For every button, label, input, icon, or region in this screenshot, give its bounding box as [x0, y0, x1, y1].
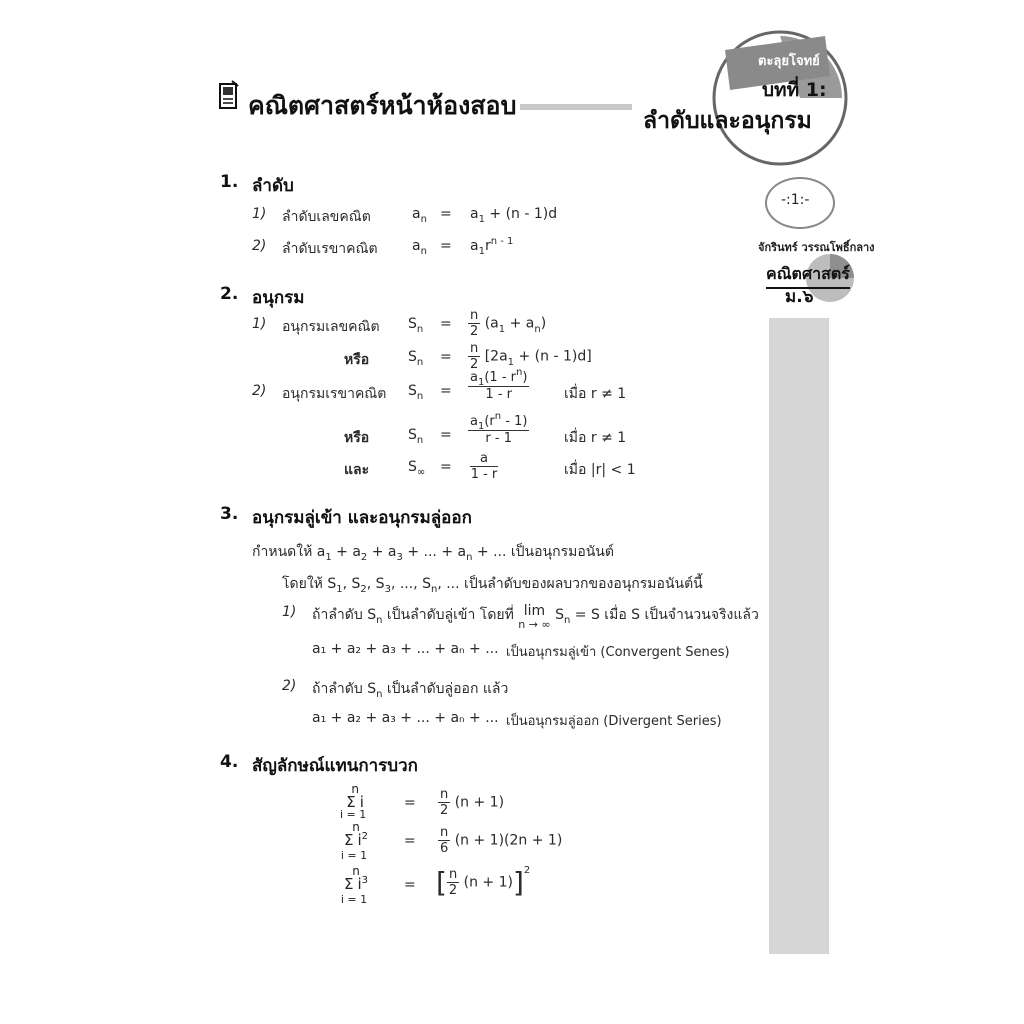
s1-item-2-rhs: $a_1r^{n - 1}$ — [470, 236, 514, 257]
sum-formula-1-lhs: n Σ i i = 1 — [340, 782, 367, 821]
s3-case-1-text: ถ้าลำดับ $S_n$ เป็นลำดับลู่เข้า โดยที่ lim n → ∞ $S_n = S$ เมื่อ S เป็นจำนวนจริงแล้ว — [312, 603, 759, 631]
s3-case-2-text: ถ้าลำดับ $S_n$ เป็นลำดับลู่ออก แล้ว — [312, 681, 509, 700]
s1-item-2-label: ลำดับเรขาคณิต — [282, 241, 378, 257]
s2-item-3-lhs: $S_\infty$ — [408, 459, 426, 478]
s2-item-1-label: อนุกรมเลขคณิต — [282, 319, 380, 335]
s1-item-1-label: ลำดับเลขคณิต — [282, 209, 371, 225]
s1-item-1-lhs: $a_n$ — [412, 206, 427, 225]
s2-item-3-eq: = — [440, 459, 452, 475]
s2-or-label-1: หรือ — [344, 352, 370, 368]
book-icon — [218, 80, 240, 110]
section-3-title: อนุกรมลู่เข้า และอนุกรมลู่ออก — [252, 508, 472, 528]
book-title: คณิตศาสตร์หน้าห้องสอบ — [248, 91, 517, 120]
sum-formula-3-eq: = — [404, 877, 416, 893]
s2-item-2-label: อนุกรมเรขาคณิต — [282, 386, 387, 402]
sum-formula-3-lhs: n Σ $i^3$ i = 1 — [340, 864, 369, 906]
section-4-title: สัญลักษณ์แทนการบวก — [252, 756, 418, 776]
s2-item-2-rhs: $\frac{a_1(1 - r^n)}{1 - r}$ — [470, 367, 528, 402]
s3-case-2-series: a₁ + a₂ + a₃ + ... + aₙ + ... — [312, 710, 499, 726]
s3-partial-sums-line: โดยให้ $S_1$, $S_2$, $S_3$, ..., $S_n$, ... เป็นลำดับของผลบวกของอนุกรมอนันต์นี้ — [282, 576, 703, 595]
side-gray-band — [769, 318, 829, 954]
s3-case-2-number: 2) — [282, 678, 297, 694]
s2-item-2-lhs: $S_n$ — [408, 383, 424, 402]
s2-item-3-condition: เมื่อ |r| < 1 — [564, 462, 636, 478]
sum-formula-2-eq: = — [404, 833, 416, 849]
section-1-title: ลำดับ — [252, 176, 294, 196]
sum-formula-1-rhs: $\frac{n}{2}$ (n + 1) — [439, 787, 505, 818]
s3-case-1-number: 1) — [282, 604, 297, 620]
subject-name: คณิตศาสตร์ — [766, 262, 850, 289]
chapter-title: ลำดับและอนุกรม — [643, 108, 812, 134]
page-number: -:1:- — [781, 192, 810, 208]
section-2-number: 2. — [220, 284, 239, 304]
sum-formula-2-lhs: n Σ $i^2$ i = 1 — [340, 820, 369, 862]
grade-label: ม.๖ — [785, 287, 814, 307]
s3-case-1-series: a₁ + a₂ + a₃ + ... + aₙ + ... — [312, 641, 499, 657]
section-2-title: อนุกรม — [252, 288, 305, 308]
title-rule — [520, 104, 632, 110]
s1-item-2-number: 2) — [252, 238, 267, 254]
sum-formula-3-rhs: [ $\frac{n}{2}$ (n + 1)]$^2$ — [436, 864, 531, 899]
s2-item-2b-rhs: $\frac{a_1(r^n - 1)}{r - 1}$ — [470, 411, 528, 446]
s2-and-label: และ — [344, 462, 370, 478]
sum-formula-2-rhs: $\frac{n}{6}$ (n + 1)(2n + 1) — [439, 825, 563, 856]
s3-case-1-desc: เป็นอนุกรมลู่เข้า (Convergent Senes) — [506, 645, 730, 660]
s3-intro-line: กำหนดให้ $a_1 + a_2 + a_3$ + ... + $a_n$ + ... เป็นอนุกรมอนันต์ — [252, 544, 614, 563]
s2-item-2-number: 2) — [252, 383, 267, 399]
s1-item-1-rhs: $a_1 + (n - 1)d$ — [470, 206, 558, 225]
sum-formula-1-eq: = — [404, 795, 416, 811]
section-4-number: 4. — [220, 752, 239, 772]
s2-item-1-eq: = — [440, 316, 452, 332]
section-3-number: 3. — [220, 504, 239, 524]
s1-item-2-eq: = — [440, 238, 452, 254]
s2-item-2-condition: เมื่อ r ≠ 1 — [564, 386, 627, 402]
s2-item-3-rhs: $\frac{a}{1 - r}$ — [470, 451, 498, 482]
s2-or-label-2: หรือ — [344, 430, 370, 446]
s1-item-1-eq: = — [440, 206, 452, 222]
s2-item-2b-condition: เมื่อ r ≠ 1 — [564, 430, 627, 446]
s2-item-1-lhs: $S_n$ — [408, 316, 424, 335]
chapter-label: บทที่ 1: — [762, 79, 827, 101]
s3-case-2-desc: เป็นอนุกรมลู่ออก (Divergent Series) — [506, 714, 722, 729]
author-name: จักรินทร์ วรรณโพธิ์กลาง — [758, 241, 875, 254]
s2-item-2-eq: = — [440, 383, 452, 399]
s2-item-1b-rhs: $\frac{n}{2}$ $[2a_1 + (n - 1)d]$ — [469, 341, 592, 372]
s2-item-2b-lhs: $S_n$ — [408, 427, 424, 446]
s2-item-2b-eq: = — [440, 427, 452, 443]
s1-item-2-lhs: $a_n$ — [412, 238, 427, 257]
badge-top-text: ตะลุยโจทย์ — [758, 54, 820, 69]
s2-item-1b-eq: = — [440, 349, 452, 365]
s2-item-1b-lhs: $S_n$ — [408, 349, 424, 368]
s2-item-1-number: 1) — [252, 316, 267, 332]
s1-item-1-number: 1) — [252, 206, 267, 222]
section-1-number: 1. — [220, 172, 239, 192]
s2-item-1-rhs: $\frac{n}{2}$ $(a_1 + a_n)$ — [469, 308, 547, 339]
